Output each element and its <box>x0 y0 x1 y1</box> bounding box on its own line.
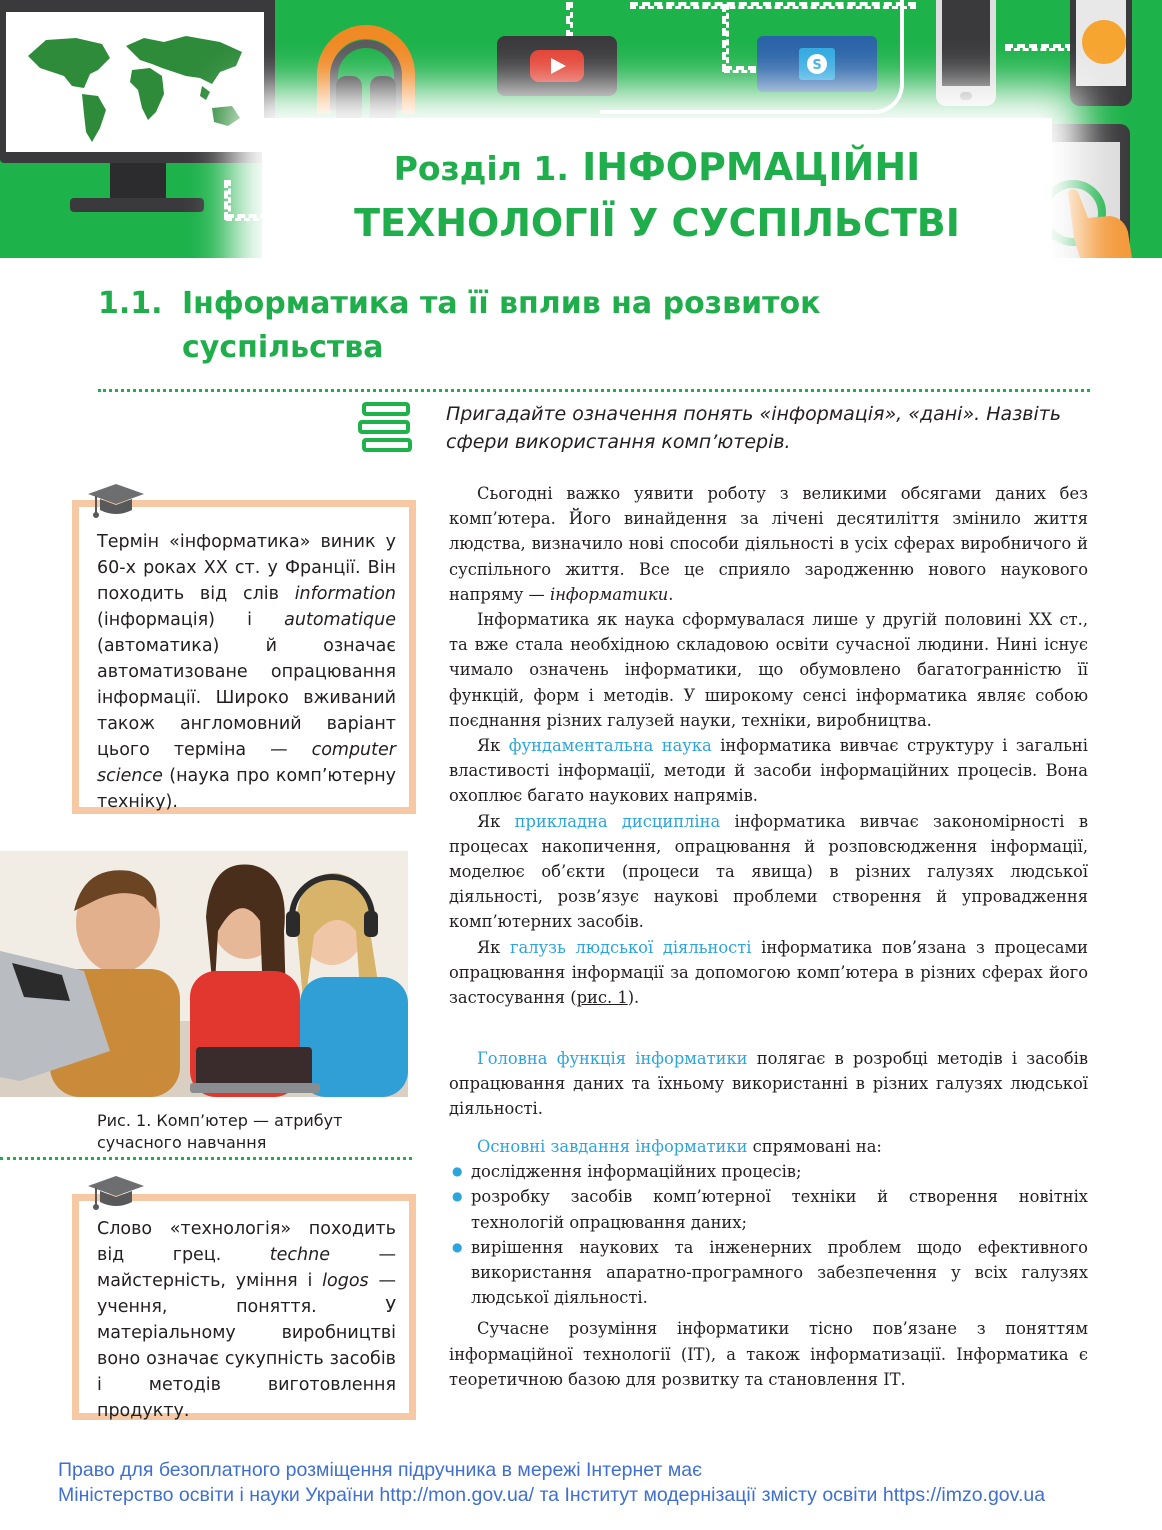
paragraph <box>449 809 1088 935</box>
connector-line <box>566 2 573 38</box>
smartphone-illustration <box>936 0 996 106</box>
world-map-icon <box>6 12 264 152</box>
key-term: фундаментальна наука <box>508 736 712 756</box>
body-text <box>449 1134 1088 1392</box>
divider <box>98 389 1090 392</box>
svg-text:S: S <box>812 58 822 73</box>
section-heading <box>98 282 898 370</box>
chapter-title <box>262 140 1052 250</box>
footer-line: Право для безоплатного розміщення підручника в мережі Інтернет має <box>58 1459 703 1481</box>
paragraph: Інформатика як наука сформувалася лише у другій половині ХХ ст., та вже стала необхідною складовою освіти сучасної людини. Нині існує чимало означень інформатики, що обумовлено багатогранністю її функцій, форм і методів. У широкому сенсі інформатика являє собою поєднання різних галузей науки, техніки, виробництва. <box>449 610 1088 730</box>
task-list <box>449 1159 1088 1310</box>
note-text-part: Термін «інформатика» виник у 60-х роках ХХ ст. у Франції. Він походить від слів <box>97 532 396 604</box>
paragraph-text: полягає в розробці методів і засобів опрацювання даних та їхньому використанні в різних галузях людської діяльності. <box>449 1049 1088 1119</box>
monitor-stand <box>110 163 166 203</box>
section-title: Інформатика та її вплив на розвиток суспільства <box>182 286 821 365</box>
connector-line <box>1005 44 1073 51</box>
list-item: ● розробку засобів комп’ютерної техніки й створення новітніх технологій опрацювання даних; <box>449 1184 1088 1234</box>
paragraph-text: . <box>668 584 674 604</box>
paragraph-text: Як <box>477 937 501 957</box>
monitor-base <box>70 198 204 212</box>
note-term: information <box>294 584 396 604</box>
paragraph-text: спрямовані на: <box>752 1137 882 1156</box>
body-text <box>449 1046 1088 1122</box>
list-item: ● вирішення наукових та інженерних проблем щодо ефективного використання апаратно-програмного забезпечення у всіх галузях людської діяльності. <box>449 1235 1088 1311</box>
graduation-cap-icon <box>86 480 146 520</box>
paragraph <box>449 1134 1088 1159</box>
paragraph-text: Як <box>477 736 501 756</box>
note-term: computer science <box>97 740 396 786</box>
paragraph-text: ). <box>627 988 640 1008</box>
books-icon <box>356 400 416 458</box>
paragraph <box>449 1046 1088 1122</box>
chapter-title-line2: ТЕХНОЛОГІЇ У СУСПІЛЬСТВІ <box>354 201 960 245</box>
note-text <box>97 529 396 815</box>
list-item: ● дослідження інформаційних процесів; <box>449 1159 1088 1184</box>
skype-icon <box>799 48 835 80</box>
note-text-part: (наука про комп’ютерну техніку). <box>97 766 396 812</box>
chapter-prefix: Розділ 1. <box>393 149 569 188</box>
students-illustration <box>0 851 408 1097</box>
note-text-part: Слово «технологія» походить від грец. <box>97 1219 396 1265</box>
figure-caption: Рис. 1. Комп’ютер — атрибут сучасного навчання <box>97 1111 343 1152</box>
paragraph-text: Сьогодні важко уявити роботу з великими обсягами даних без комп’ютера. Його винайдення за лічені десятиліття змінило життя людства, визначило нові способи діяльності в усіх сферах виробничого й суспільного життя. Все це сприяло зародженню нового наукового напряму — <box>449 484 1088 604</box>
paragraph-text: Як <box>477 811 501 831</box>
footer-line: Міністерство освіти і науки України http://mon.gov.ua/ та Інститут модернізації змісту освіти https://imzo.gov.ua <box>58 1484 1046 1506</box>
monitor-illustration <box>0 0 275 163</box>
divider <box>0 1157 412 1160</box>
license-footer <box>58 1458 1148 1508</box>
paragraph <box>449 481 1088 607</box>
key-term: Основні завдання інформатики <box>477 1137 748 1156</box>
paragraph-text: інформатика вивчає структуру і загальні властивості інформації, методи й засоби інформаційних процесів. Вона охоплює багато наукових напрямів. <box>449 736 1088 806</box>
key-term: прикладна дисципліна <box>514 811 721 831</box>
chapter-title-line1: ІНФОРМАЦІЙНІ <box>582 145 921 189</box>
paragraph <box>449 733 1088 809</box>
note-text-part: (інформація) і <box>97 610 252 630</box>
students-photo <box>0 851 408 1097</box>
paragraph <box>449 935 1088 1011</box>
paragraph: Сучасне розуміння інформатики тісно пов’язане з поняттям інформаційної технології (ІТ), а також інформатизації. Інформатика є теоретичною базою для розвитку та становлення ІТ. <box>449 1319 1088 1389</box>
messenger-device <box>757 36 877 92</box>
chapter-banner <box>0 0 1162 258</box>
note-text-part: — майстерність, уміння і <box>97 1245 396 1291</box>
monitor-screen <box>6 12 264 152</box>
play-icon <box>530 50 584 82</box>
note-term: logos <box>322 1271 369 1291</box>
emphasis-term: інформатики <box>550 584 669 604</box>
note-text-part: — учення, поняття. У матеріальному виробництві воно означає сукупність засобів і методів виготовлення продукту. <box>97 1271 396 1421</box>
key-term: галузь людської діяльності <box>509 937 752 957</box>
body-text <box>449 481 1088 1010</box>
note-term: techne <box>269 1245 330 1265</box>
note-text-part: (автоматика) й означає автоматизоване опрацювання інформації. Широко вживаний також англомовний варіант цього терміна — <box>97 636 396 760</box>
section-number: 1.1. <box>98 286 163 321</box>
paragraph-text: інформатика пов’язана з процесами опрацювання інформації за допомогою комп’ютера в різних сферах його застосування ( <box>449 937 1088 1008</box>
note-text <box>97 1216 396 1424</box>
figure-reference-link[interactable]: рис. 1 <box>576 988 628 1008</box>
note-term: automatique <box>284 610 396 630</box>
hand-icon <box>1058 182 1134 258</box>
paragraph-text: інформатика вивчає закономірності в процесах накопичення, опрацювання й розповсюдження інформації, моделює об’єкти (процеси та явища) в різних галузях людської діяльності, розв’язує наукові проблеми створення й упровадження комп’ютерних засобів. <box>449 811 1088 932</box>
graduation-cap-icon <box>86 1172 146 1212</box>
video-player-device <box>497 36 617 96</box>
review-question: Пригадайте означення понять «інформація», «дані». Назвіть сфери використання комп’ютерів. <box>446 403 1062 453</box>
key-term: Головна функція інформатики <box>477 1049 748 1068</box>
smartphone-illustration <box>1070 0 1132 106</box>
headphones-icon <box>312 14 420 134</box>
